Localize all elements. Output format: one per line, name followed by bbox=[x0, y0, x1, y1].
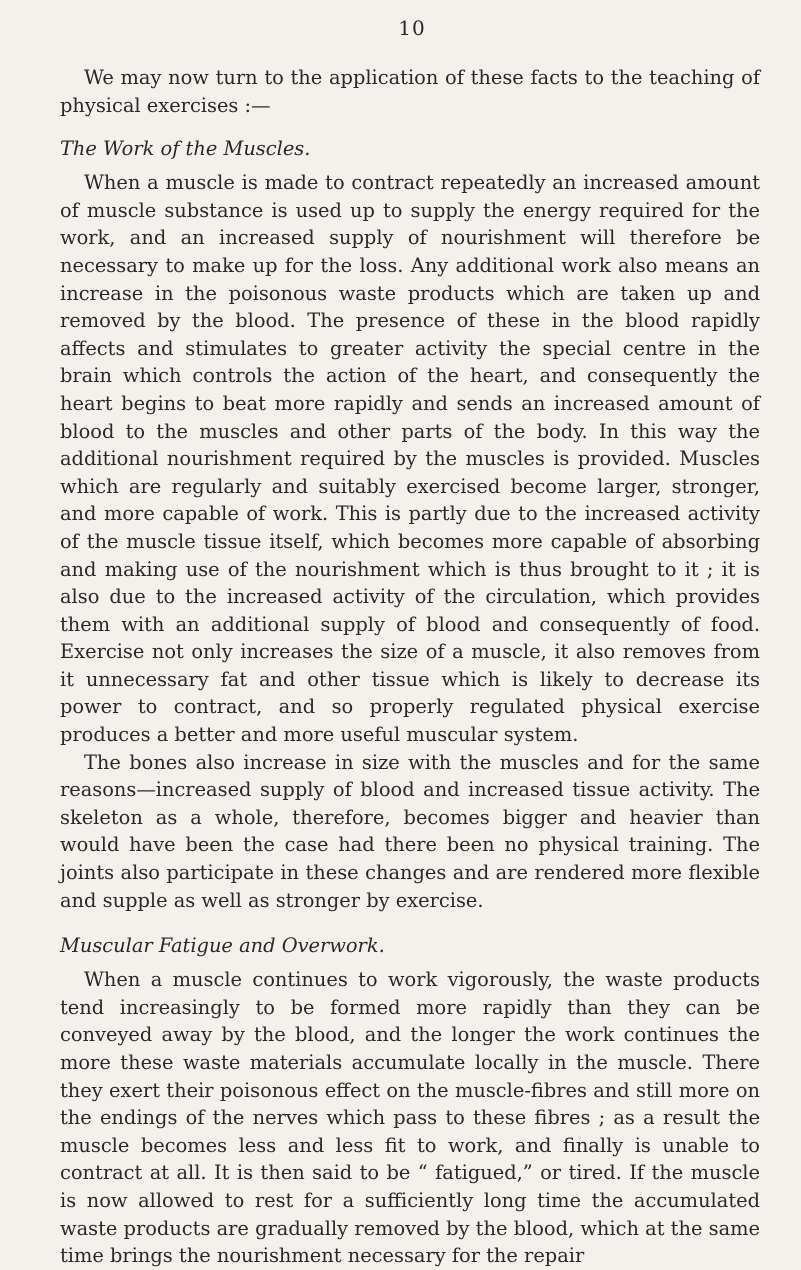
paragraph-bones-increase: The bones also increase in size with the muscles and for the same reasons—increased supply of blood and increased tissue activity. The skeleton as a whole, therefore, becomes bigger and heavier than would have been the case had there been no physical training. The joints also participate in these changes and are rendered more flexible and supple as well as stronger by exercise. bbox=[60, 750, 760, 912]
paragraph-muscle-contraction: When a muscle is made to contract repeatedly an increased amount of muscle substance is used up to supply the energy required for the work, and an increased supply of nourishment will therefore be necessary to make up for the loss. Any additional work also means an increase in the poisonous waste products which are taken up and removed by the blood. The presence of these in the blood rapidly affects and stimulates to greater activity the special centre in the brain which controls the action of the heart, and consequently the heart begins to beat more rapidly and sends an increased amount of blood to the muscles and other parts of the body. In this way the additional nourishment required by the muscles is provided. Muscles which are regularly and suitably exercised become larger, stronger, and more capable of work. This is partly due to the increased activity of the muscle tissue itself, which becomes more capable of absorbing and making use of the nourishment which is thus brought to it ; it is also due to the increased activity of the circulation, which provides them with an additional supply of blood and consequently of food. Exercise not only increases the size of a muscle, it also removes from it unnecessary fat and other tissue which is likely to decrease its power to contract, and so properly regulated physical exercise produces a better and more useful muscular system. bbox=[60, 171, 760, 747]
intro-paragraph: We may now turn to the application of these facts to the teaching of physical exercises :— bbox=[60, 66, 760, 117]
paragraph-muscle-fatigue: When a muscle continues to work vigorously, the waste products tend increasingly to be formed more rapidly than they can be conveyed away by the blood, and the longer the work continues the more these waste materials accumulate locally in the muscle. There they exert their poisonous effect on the muscle-fibres and still more on the endings of the nerves which pass to these fibres ; as a result the muscle becomes less and less fit to work, and finally is unable to contract at all. It is then said to be “ fatigued,” or tired. If the muscle is now allowed to rest for a sufficiently long time the accumulated waste products are gradually removed by the blood, which at the same time brings the nourishment necessary for the repair bbox=[60, 968, 760, 1268]
section-heading-muscular-fatigue: Muscular Fatigue and Overwork. bbox=[60, 934, 385, 958]
book-page bbox=[60, 14, 760, 1270]
page-number: 10 bbox=[398, 16, 426, 40]
section-heading-work-of-muscles: The Work of the Muscles. bbox=[60, 137, 311, 161]
